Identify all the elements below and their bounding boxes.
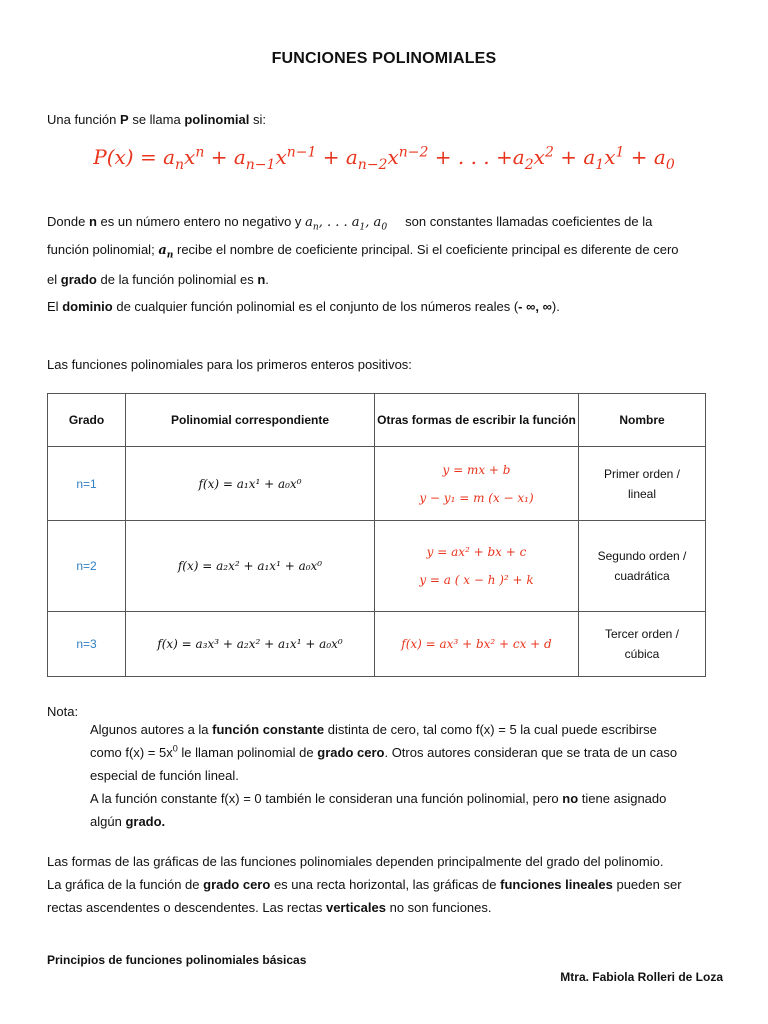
nombre-cell: Segundo orden / cuadrática <box>579 521 706 612</box>
donde-line-3: el grado de la función polinomial es n. <box>47 272 269 287</box>
intro-text: Una función <box>47 112 117 127</box>
poly-cell: f(x) = a₂x² + a₁x¹ + a₀x⁰ <box>126 521 375 612</box>
table-row <box>48 521 706 612</box>
footer-author: Mtra. Fabiola Rolleri de Loza <box>560 970 723 984</box>
poly-cell: f(x) = a₃x³ + a₂x² + a₁x¹ + a₀x⁰ <box>126 612 375 677</box>
nota-block <box>90 720 677 832</box>
intro-p: P <box>120 112 129 127</box>
footer-subject: Principios de funciones polinomiales básicas <box>47 953 307 967</box>
poly-cell: f(x) = a₁x¹ + a₀x⁰ <box>126 447 375 521</box>
nombre-cell: Tercer orden / cúbica <box>579 612 706 677</box>
header-grado: Grado <box>48 394 126 447</box>
polynomial-table <box>47 393 706 677</box>
header-otras-formas: Otras formas de escribir la función <box>375 394 579 447</box>
formas-line-3: rectas ascendentes o descendentes. Las rectas verticales no son funciones. <box>47 900 492 915</box>
intro-text: se llama <box>132 112 181 127</box>
donde-line-1: Donde n es un número entero no negativo y $a_n$, . . . $a_1$, $a_0$ son constantes llamadas coeficientes de la <box>47 214 653 233</box>
table-row <box>48 612 706 677</box>
formas-line-1: Las formas de las gráficas de las funciones polinomiales dependen principalmente del grado del polinomio. <box>47 854 664 869</box>
header-nombre: Nombre <box>579 394 706 447</box>
nota-line-2: como $f(x) = 5x^0$ le llaman polinomial de grado cero. Otros autores consideran que se trata de un caso <box>90 743 678 760</box>
nota-line-1: Algunos autores a la función constante distinta de cero, tal como f(x) = 5 la cual puede escribirse <box>90 722 657 737</box>
donde-line-2: función polinomial; $a_n$ recibe el nombre de coeficiente principal. Si el coeficiente principal es diferente de cero <box>47 242 679 261</box>
table-intro: Las funciones polinomiales para los primeros enteros positivos: <box>47 357 412 372</box>
nota-line-4: A la función constante f(x) = 0 también le consideran una función polinomial, pero no tiene asignado <box>90 791 667 806</box>
intro-text: si: <box>252 112 266 127</box>
polynomial-formula: $P(x) = a_nx^n + a_{n-1}x^{n-1} + a_{n-2}x^{n-2}$ + . . . $+a_2x^2 + a_1x^1 + a_0$ <box>93 144 675 173</box>
forms-cell: f(x) = ax³ + bx² + cx + d <box>375 612 579 677</box>
formas-line-2: La gráfica de la función de grado cero es una recta horizontal, las gráficas de funciones lineales pueden ser <box>47 877 682 892</box>
forms-cell: y = mx + b y − y₁ = m (x − x₁) <box>375 447 579 521</box>
nota-label: Nota: <box>47 704 79 719</box>
header-polinomial: Polinomial correspondiente <box>126 394 375 447</box>
grado-cell: n=2 <box>48 521 126 612</box>
page-title: FUNCIONES POLINOMIALES <box>271 50 497 67</box>
nota-line-3: especial de función lineal. <box>90 768 239 783</box>
intro-line <box>47 110 266 130</box>
grado-cell: n=1 <box>48 447 126 521</box>
grado-cell: n=3 <box>48 612 126 677</box>
nota-line-5: algún grado. <box>90 814 166 829</box>
intro-polinomial: polinomial <box>184 112 250 127</box>
forms-cell: y = ax² + bx + c y = a ( x − h )² + k <box>375 521 579 612</box>
dominio-line: El dominio de cualquier función polinomial es el conjunto de los números reales (- ∞, ∞). <box>47 299 560 314</box>
table-header-row <box>48 394 706 447</box>
table-row <box>48 447 706 521</box>
nombre-cell: Primer orden / lineal <box>579 447 706 521</box>
